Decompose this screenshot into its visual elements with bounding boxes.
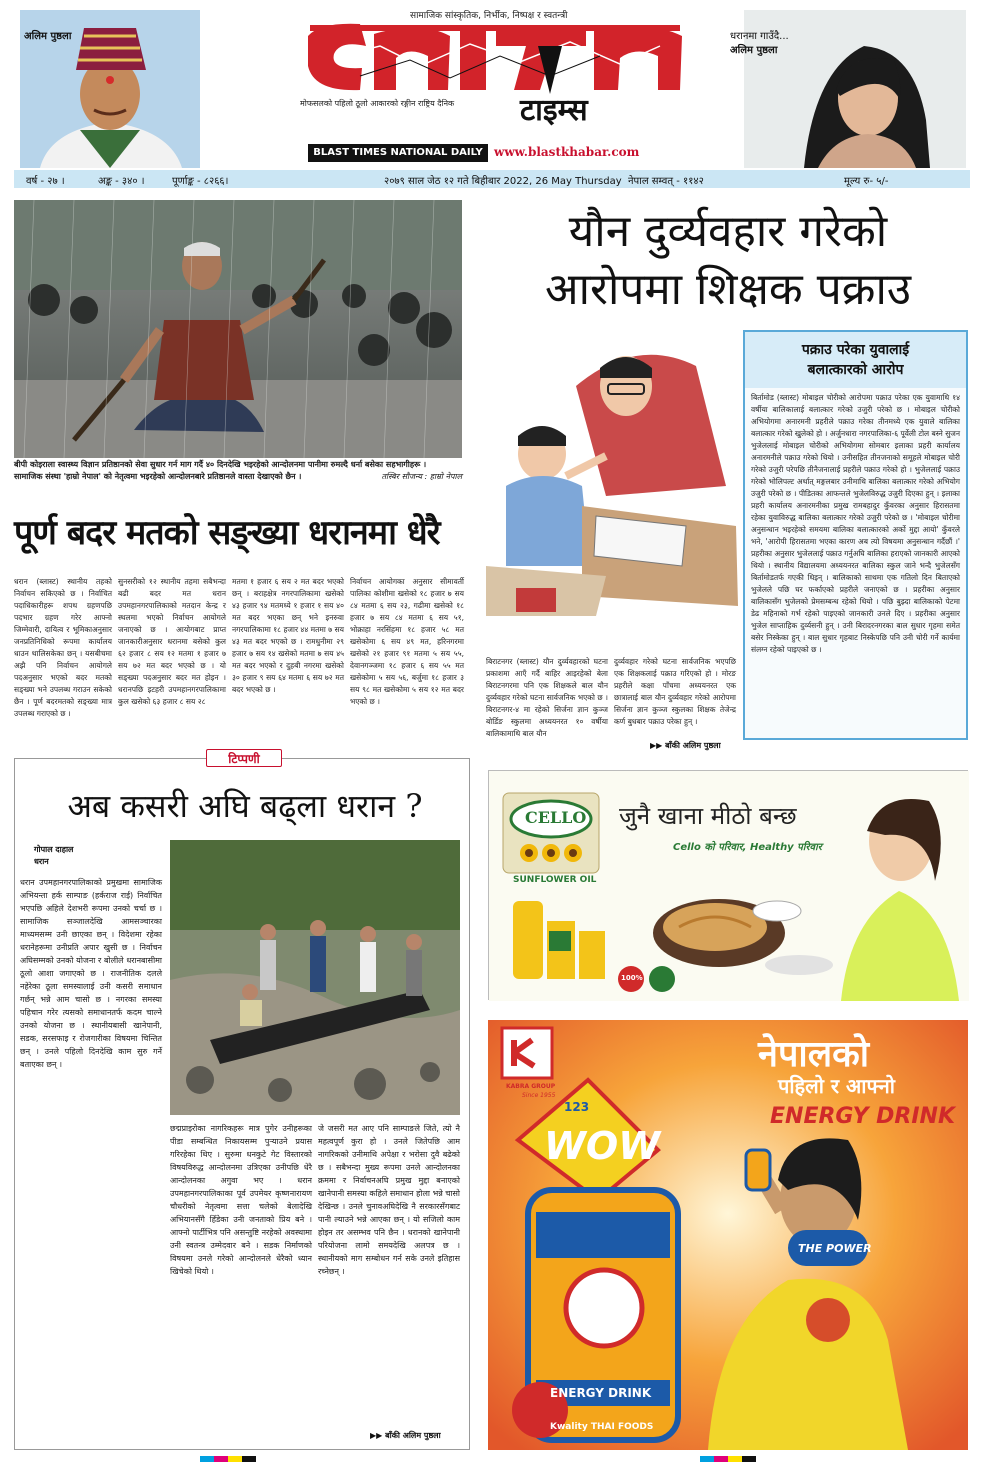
cello-product: SUNFLOWER OIL xyxy=(513,875,597,885)
commentary-headline: अब कसरी अघि बढ्ला धरान ? xyxy=(67,787,423,825)
newspaper-logo xyxy=(300,8,690,134)
right-photo-caption-1: धरानमा गाउँदै... xyxy=(730,31,789,42)
left-photo-caption: अलिम पुष्ठला xyxy=(24,31,72,42)
invalid-votes-column-3: मतमा १ हजार ६ सय २ मत बदर भएको छन् । बराहक्षेत्र नगरपालिकामा खसेको ४३ हजार ९४ मतमध्ये १ हजार १ सय ४० मत बदर भएका छन् भने इनरुवा नगरपालिकामा १८ हजार ४४ मतमा ७ सय ४३ मत बदर भएको छ । रामधुनीमा २९ हजार ७ सय १४ खसेको मतमा ७ सय ४५ मत बदर भएको र दुहबी नगरमा खसेको ३० हजार ९ सय ६४ मतमा ६ सय ७२ मत बदर भएको छ । xyxy=(232,577,344,694)
kabra-since-label: Since 1955 xyxy=(522,1092,556,1099)
cello-slogan: जुनै खाना मीठो बन्छ xyxy=(619,802,797,830)
teacher-arrest-column-1: बिराटनगर (ब्लास्ट) यौन दुर्व्यवहारको घटना प्रकाशमा आएँ गर्दै बाहिर आइरहेको बेला बिराटनगरमा पनि एक शिक्षकले बाल यौन दुर्व्यवहार गरेको घटना सार्वजनिक भएको छ । बिराटनगर-४ मा रहेको सिर्जना ज्ञान कुञ्ज बोर्डिङ स्कुलमा अध्ययनरत १० वर्षीया बालिकामाथि बाल यौन xyxy=(486,657,608,738)
invalid-votes-column-1: धरान (ब्लास्ट) स्थानीय तहको निर्वाचन सकिएको छ । निर्वाचित पदाधिकारीहरू शपथ ग्रहणपछि पदभार ग्रहण गरेर आफ्नो जिम्मेवारी, दायित्व र भूमिकाअनुसार जनप्रतिनिधिको रूपमा कार्यालय धाउन थालिसकेका छन् । यसबीचमा अझै पनि निर्वाचन आयोगले पदअनुसार भएको बदर मतको सङ्ख्या भने उपलब्ध गराउन सकेको छैन । पूर्ण बदरमतको सङ्ख्या मात्र उपलब्ध गराएको छ । xyxy=(14,577,112,718)
top-photo-caption-line-1: बीपी कोइराला स्वास्थ्य विज्ञान प्रतिष्ठानको सेवा सुधार गर्न माग गर्दै ४० दिनदेखि भइरहेको आन्दोलनमा पानीमा रुमल्दै धर्ना बसेका सहभागीहरू । xyxy=(14,460,427,469)
logo-times-word: टाइम्स xyxy=(520,93,588,128)
volume-number: वर्ष - २७ । xyxy=(26,176,65,187)
related-news-box xyxy=(743,330,968,740)
right-portrait-photo xyxy=(730,10,966,168)
total-issue-number: पूर्णाङ्क - ८२६६। xyxy=(172,176,229,187)
teacher-arrest-column-2: दुर्व्यवहार गरेको घटना सार्वजनिक भएपछि एक शिक्षकलाई पक्राउ गरिएको हो । मोरङ प्रहरीले कक्षा पाँचमा अध्ययनरत एक छात्रालाई बाल यौन दुर्व्यवहार गरेको आरोपमा सिर्जना ज्ञान कुञ्ज स्कुलका शिक्षक तेजेन्द्र कर्ण बुधबार पक्राउ परेका हुन् । xyxy=(614,657,736,726)
related-news-title-1: पक्राउ परेका युवालाई xyxy=(801,342,910,358)
commentary-label: टिप्पणी xyxy=(206,749,282,767)
river-inspection-photo xyxy=(170,840,460,1115)
related-news-body: बिर्तामोड (ब्लास्ट) मोबाइल चोरीको आरोपमा पक्राउ परेका एक युवामाथि १४ वर्षीया बालिकालाई बलात्कार गरेको उजुरी परेको छ । मोबाइल चोरीको अभियोगमा अनारमनी प्रहरीले पक्राउ गरेका तीनमध्ये एक युवाले बालिका बलात्कार गरेको खुलेको हो । अर्जुनधारा नगरपालिका-६ पूर्वेली टोल बस्ने सुजन भुजेललाई मोबाइल चोरीको अभियोगमा सोमबार इलाका प्रहरी कार्यालय अनारमनीले पक्राउ गरेको थियो । उनीसहित तीनजनाको समूहले मोबाइल चोरी गरेको उजुरी परेपछि तीनैजनालाई प्रहरीले पक्राउ गरेको हो । भुजेललाई पक्राउ गरेको भोलिपल्ट अर्थात् मङ्गलबार उनीमाथि बालिका बलात्कार गरेको अभियोग उजुरी परेको छ । पीडितका आफन्तले भुजेलविरुद्ध उजुरी दिएका हुन् । इलाका प्रहरी कार्यालय अनारमनीका प्रमुख रामबहादुर कुँवरका अनुसार हिरासतमा रहेका युवाविरुद्ध बालिका बलात्कार गरेको उजुरी परेको छ । 'मोबाइल चोरीमा अनुसन्धान भइरहेको समयमा बालिका बलात्कारको अर्को मुद्दा आयो' कुँवरले भने, 'आरोपी हिरासतमा भएका कारण अब त्यो विषयमा अनुसन्धान गर्दैछौं ।' प्रहरीका अनुसार भुजेललाई पक्राउ गर्नुअघि बालिका हराएको जानकारी आएको थियो । स्थानीय विद्यालयमा अध्ययनरत बालिका स्कुल जाने भन्दै भुजेलसँग बिर्तामोडतर्फ गएकी थिइन् । बालिकाको साथमा एक गतिलो दिन बिताएको भुजेलले पछि घर फर्काएको प्रहरीले जनाएको छ । प्रहरीका अनुसार बालिकासँग भुजेलको प्रेमसम्बन्ध रहेको थियो । पछि बुझ्दा बालिकाको पेटमा डेढ महिनाको गर्भ रहेको पाइएको जानकारी उनले दिए । प्रहरीका अनुसार भुजेल साप्ताहिक दुर्व्यसनी हुन् । उनी बिरादरनगरका बाल सुधार गृहमा समेत बसेर निस्केका हुन् । बाल सुधार गृहबाट निस्केपछि पनि उनी चोरी गर्ने कार्यमा संलग्न रहेको पाइएको छ । xyxy=(751,393,961,654)
commentary-column-2: छद्मप्राइरोका नागरिकहरू मात्र पुगेर उनीहरूका पीडा सम्बन्धित निकायसम्म पुऱ्याउने प्रयास गरिरहेका थिए । सुरुमा धनकुटे गेट विस्तारको विषयविरुद्ध आन्दोलनमा उत्रिएका उनीपछि धेरै आन्दोलनका अगुवा भए । धरान उपमहानगरपालिकाका पूर्व उपमेयर कृष्णनारायण चौधरीको नेतृत्वमा सत्ता चलेको बेलादेखि अभियानसँगै हिँडेका उनी जनताको प्रिय बने । आफ्नो पार्टीभित्र पनि असन्तुष्टि नरहेको अवस्थामा उनी स्वतन्त्र उम्मेदवार बने । सडक निर्माणको विषयमा उनले गरेको आन्दोलनले धेरैको ध्यान खिचेको थियो । xyxy=(170,1124,312,1276)
masthead xyxy=(0,0,984,172)
lead-headline-line-1: यौन दुर्व्यवहार गरेको xyxy=(568,206,888,257)
lead-headline-line-2: आरोपमा शिक्षक पक्राउ xyxy=(545,264,911,315)
protest-photo xyxy=(14,200,462,458)
cello-advertisement[interactable] xyxy=(488,770,968,1000)
related-news-title-2: बलात्कारको आरोप xyxy=(807,362,904,378)
commentary-column-3: जे जसरी मत आए पनि साम्पाङले जिते, त्यो नै महत्वपूर्ण कुरा हो । उनले जितेपछि आम नागरिकको उनीमाथि अपेक्षा र भरोसा दुवै बढेको छ । सबैभन्दा मुख्य रूपमा उनले आन्दोलनका क्रममा र निर्वाचनअघि प्रमुख मुद्दा बनाएको खानेपानी समस्या कहिले समाधान होला भन्ने चासो देखिन्छ । उनले चुनावअघिदेखि नै सरकारसँगबाट पानी ल्याउने भन्ने आएका छन् । यो सजिलो काम होइन तर असम्भव पनि छैन । धरानको खानेपानी परियोजना लामो समयदेखि अलपत्र छ । स्थानीयको माग सम्बोधन गर्न सके उनले इतिहास रच्नेछन् । xyxy=(318,1124,460,1276)
wow-123-text: 123 xyxy=(564,1100,590,1114)
invalid-votes-column-4: निर्वाचन आयोगका अनुसार सीमावर्ती पालिका कोशीमा खसेको १८ हजार ७ सय ८४ मतमा ६ सय २३, गढीमा खसेको १८ हजार ७ सय ८४ मतमा ६ सय ५१, भोक्राहा नरसिंहमा १८ हजार ५८ मत खसेकोमा ६ सय ४९ मत, हरिनगरमा खसेको २१ हजार ९१ मतमा ५ सय ५५, देवानगञ्जमा १८ हजार ६ सय ५५ मत खसेकोमा ५ सय ५६, बर्जुमा १८ हजार ३ सय ९८ मत खसेकोमा ५ सय १२ मत बदर भएको छ । xyxy=(350,577,464,706)
cello-brand: CELLO xyxy=(525,808,587,827)
publication-date: २०७९ साल जेठ १२ गते बिहीबार 2022, 26 May Thursday xyxy=(384,176,622,187)
wow-headline-line-1: नेपालको xyxy=(758,1034,870,1075)
people-at-river-image xyxy=(170,840,460,1115)
kwality-thai-foods-label: Kwality THAI FOODS xyxy=(550,1422,654,1432)
right-photo-caption-2: अलिम पुष्ठला xyxy=(730,45,778,56)
national-daily-label: BLAST TIMES NATIONAL DAILY xyxy=(308,144,488,162)
wow-can-label: ENERGY DRINK xyxy=(550,1386,652,1400)
blast-logo-mark xyxy=(300,16,690,96)
lead-headline xyxy=(488,203,968,319)
cello-subslogan: Cello को परिवार, Healthy परिवार xyxy=(673,842,822,853)
commentary-place: धरान xyxy=(34,857,49,866)
issue-number: अङ्क - ३४० । xyxy=(98,176,145,187)
commentary-column-1: धरान उपमहानगरपालिकाको प्रमुखमा सामाजिक अभियन्ता हर्क साम्पाङ (हर्कराज राई) निर्वाचित भएपछि अहिले देशभरी रूपमा उनको चर्चा छ । सामाजिक सञ्जालदेखि आमसञ्चारका माध्यमसम्म उनी छाएका छन् । विदेशमा रहेका धरानेहरूमा उनीप्रति अपार खुसी छ । निर्वाचन अघिसम्मको उनको योजना र बोलीले धरानबासीमा ठूलो आशा जगाएको छ । राजनीतिक दलले नहेरेका ठूला समस्यालाई उनी कसरी समाधान गर्छन् भन्ने आम चासो छ । नगरका समस्या पहिचान गरेर त्यसको समाधानतर्फ कदम चाल्ने उनको योजना छ । स्थानीयबासी खानेपानी, सडक, सरसफाइ र रोजगारीका विषयमा चिन्तित छन् । उनले पहिलो दिनदेखि काम सुरु गर्ने बताएका छन् । xyxy=(20,878,162,1069)
commentary-continued: ▶▶ बाँकी अलिम पुष्ठला xyxy=(370,1431,441,1440)
price: मूल्य रु- ५/- xyxy=(844,176,889,187)
protest-in-rain-image xyxy=(14,200,462,458)
teacher-arrest-continued: ▶▶ बाँकी अलिम पुष्ठला xyxy=(650,741,721,750)
invalid-votes-headline: पूर्ण बदर मतको सङ्ख्या धरानमा धेरै xyxy=(14,513,440,553)
top-photo-caption xyxy=(14,459,462,483)
wow-headline-line-2: पहिलो र आफ्नो xyxy=(778,1074,895,1098)
left-portrait-photo xyxy=(20,10,200,168)
cartoon-image xyxy=(486,326,738,652)
kabra-group-label: KABRA GROUP xyxy=(506,1083,556,1090)
top-photo-credit: तस्बिर सौजन्य : हाम्रो नेपाल xyxy=(381,472,462,481)
invalid-votes-column-2: सुनसरीको १२ स्थानीय तहमा सबैभन्दा बढी बदर मत धरान उपमहानगरपालिकाको मतदान केन्द्र र स्थलमा भएको निर्वाचन आयोगले जनाएको छ । आयोगबाट प्राप्त जानकारीअनुसार धरानमा बसेको कुल ६२ हजार ८ सय १२ मतमा १ हजार ७ सय ७२ मत बदर भएको छ । यो सङ्ख्या पदअनुसार बदर मत होइन । धरानपछि इटहरी उपमहानगरपालिकामा कुल खसेको ६३ हजार ८ सय २८ xyxy=(118,577,226,706)
commentary-author: गोपाल दाहाल xyxy=(34,845,74,854)
top-photo-caption-line-2: सामाजिक संस्था 'हाम्रो नेपाल' को नेतृत्वमा भइरहेको आन्दोलनबारे प्रतिष्ठानले वास्ता देखाएको छैन । xyxy=(14,472,302,481)
wow-energy-drink-title: ENERGY DRINK xyxy=(770,1104,956,1129)
logo-tagline: सामाजिक सांस्कृतिक, निर्भीक, निष्पक्ष र स्वतन्त्री xyxy=(410,11,568,21)
website-link[interactable]: www.blastkhabar.com xyxy=(494,145,640,159)
wow-logo-text: WOW xyxy=(544,1124,661,1168)
issue-info-bar xyxy=(14,170,970,188)
related-news-header xyxy=(745,332,966,388)
teacher-student-illustration xyxy=(486,326,738,652)
wow-energy-drink-advertisement[interactable] xyxy=(488,1020,968,1450)
nepal-samvat: नेपाल सम्वत् - ११४२ xyxy=(628,176,704,187)
print-registration-marks xyxy=(0,1452,984,1466)
cello-badge: 100% xyxy=(621,974,643,982)
the-power-label: THE POWER xyxy=(798,1242,872,1255)
logo-subtagline: मोफसलको पहिलो ठूलो आकारको रङ्गीन राष्ट्रिय दैनिक xyxy=(300,99,455,108)
